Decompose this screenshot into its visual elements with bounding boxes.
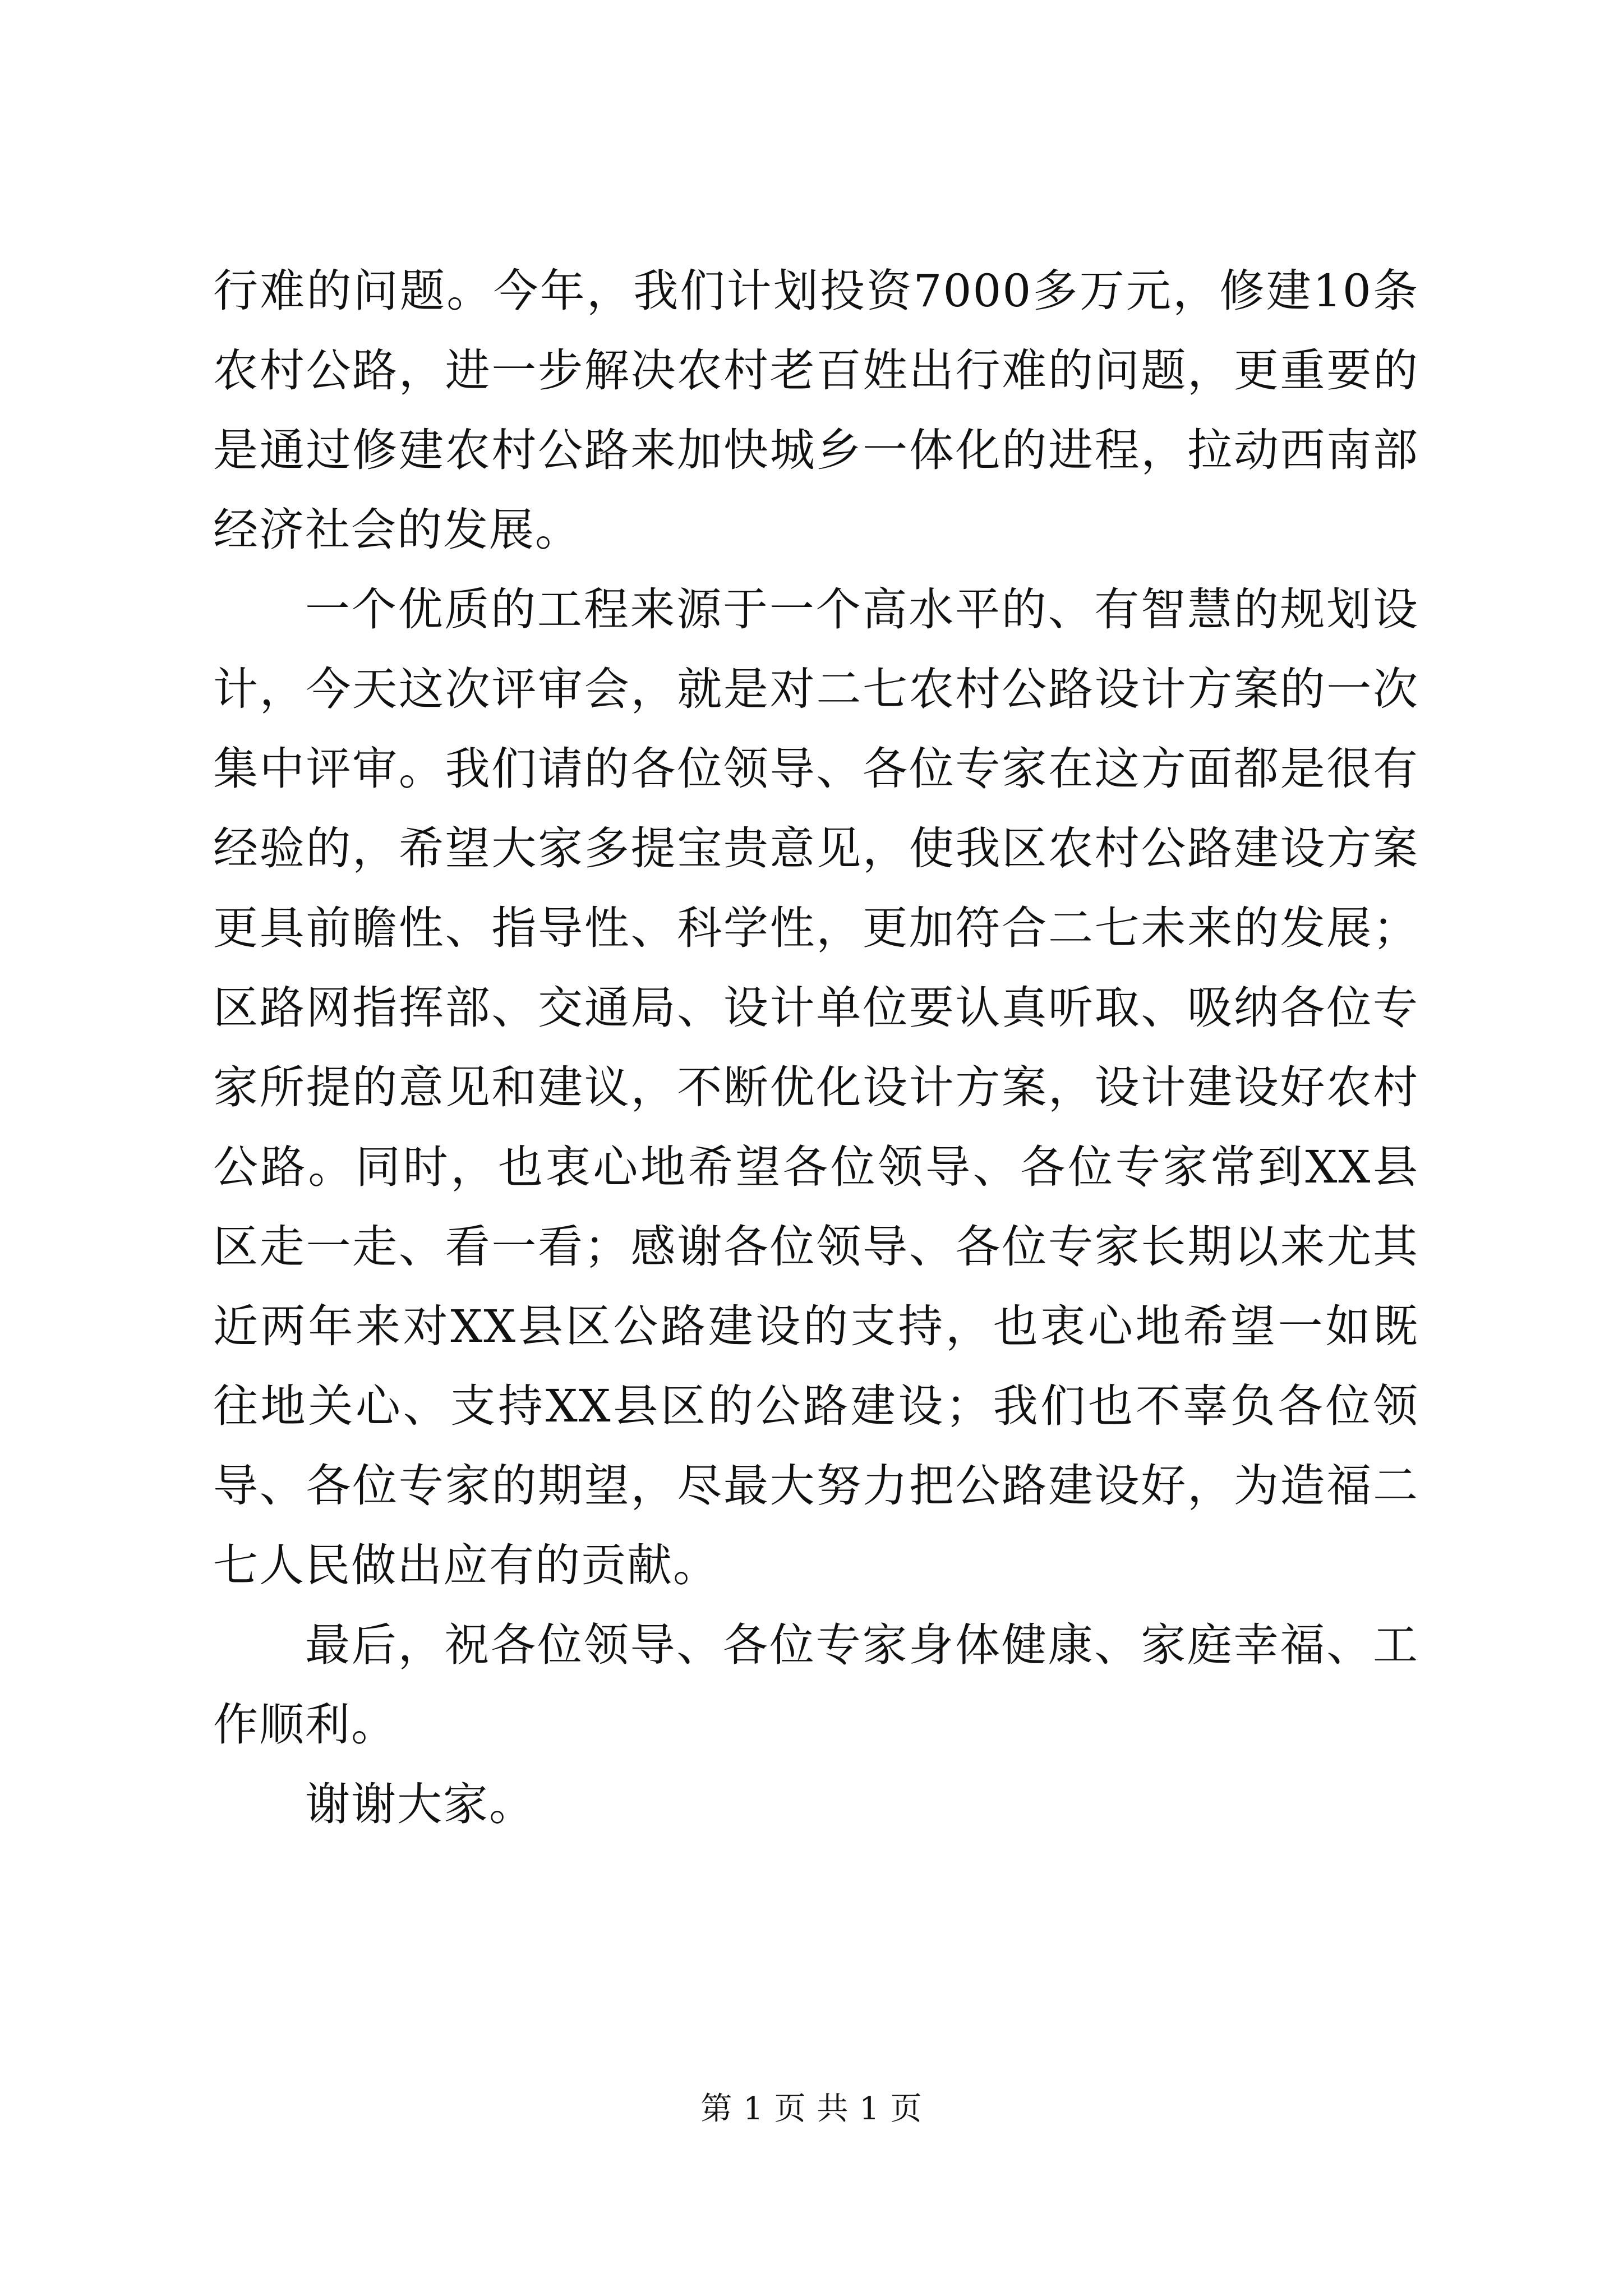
page-footer: 第 1 页 共 1 页 — [700, 2091, 923, 2127]
paragraph-thanks: 谢谢大家。 — [305, 1778, 535, 1830]
document-body — [213, 251, 1419, 1844]
paragraph-continuation: 行难的问题。今年，我们计划投资7000多万元，修建10条农村公路，进一步解决农村老百姓出行难的问题，更重要的是通过修建农村公路来加快城乡一体化的进程，拉动西南部经济社会的发展。 — [213, 265, 1419, 556]
paragraph-closing-wishes: 最后，祝各位领导、各位专家身体健康、家庭幸福、工作顺利。 — [213, 1619, 1419, 1751]
paragraph-review-meeting: 一个优质的工程来源于一个高水平的、有智慧的规划设计，今天这次评审会，就是对二七农村公路设计方案的一次集中评审。我们请的各位领导、各位专家在这方面都是很有经验的，希望大家多提宝贵意见，使我区农村公路建设方案更具前瞻性、指导性、科学性，更加符合二七未来的发展；区路网指挥部、交通局、设计单位要认真听取、吸纳各位专家所提的意见和建议，不断优化设计方案，设计建设好农村公路。同时，也衷心地希望各位领导、各位专家常到XX县区走一走、看一看；感谢各位领导、各位专家长期以来尤其近两年来对XX县区公路建设的支持，也衷心地希望一如既往地关心、支持XX县区的公路建设；我们也不辜负各位领导、各位专家的期望，尽最大努力把公路建设好，为造福二七人民做出应有的贡献。 — [213, 583, 1419, 1591]
